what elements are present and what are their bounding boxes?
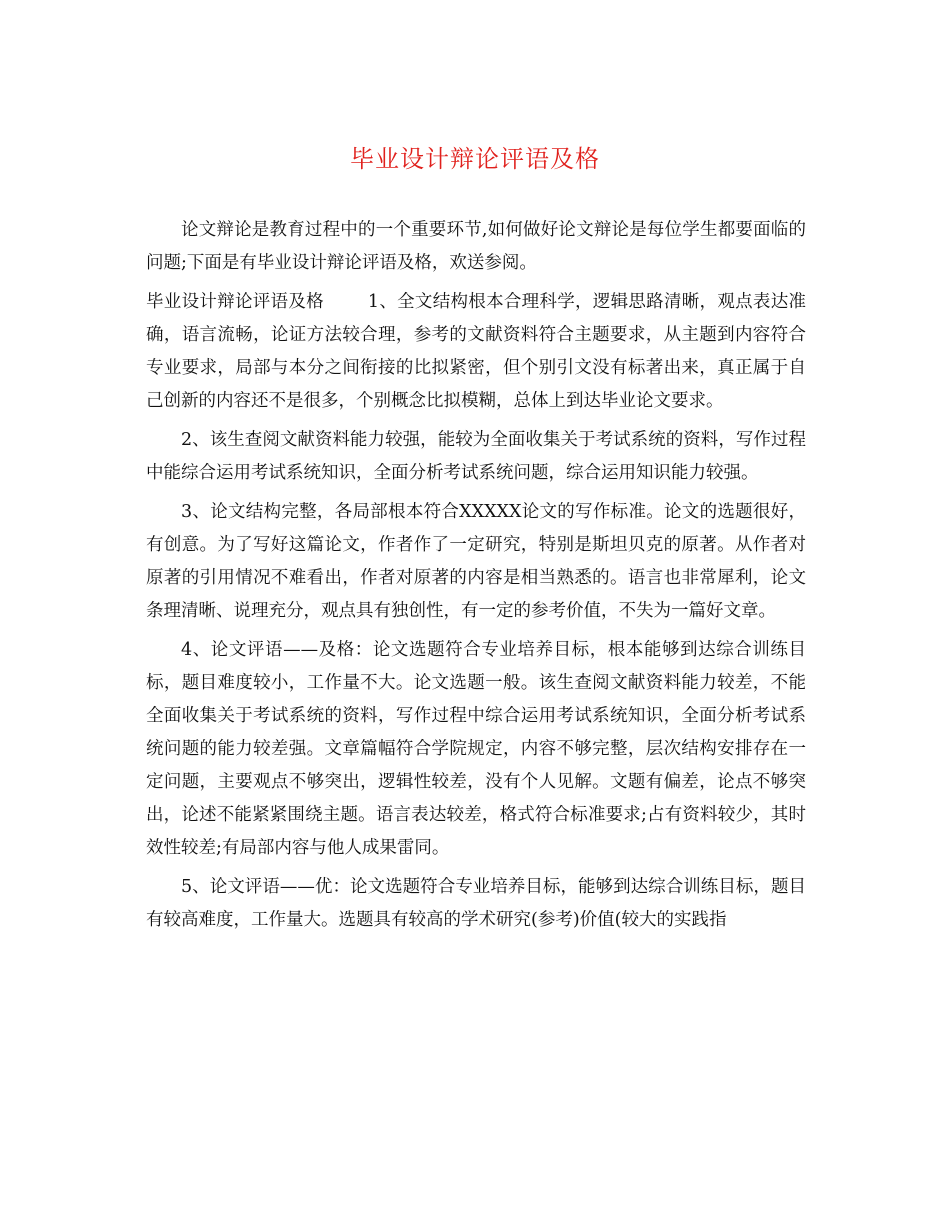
comment-paragraph-5: 5、论文评语——优：论文选题符合专业培养目标，能够到达综合训练目标，题目有较高难度，工作量大。选题具有较高的学术研究(参考)价值(较大的实践指 [146,877,806,930]
comment-paragraph-3: 3、论文结构完整，各局部根本符合XXXXX论文的写作标准。论文的选题很好，有创意。为了写好这篇论文，作者作了一定研究，特别是斯坦贝克的原著。从作者对原著的引用情况不难看出，作者对原著的内容是相当熟悉的。语言也非常犀利，论文条理清晰、说理充分，观点具有独创性，有一定的参考价值，不失为一篇好文章。 [146,502,806,621]
document-title: 毕业设计辩论评语及格 [350,145,600,173]
comment-paragraph-2: 2、该生查阅文献资料能力较强，能较为全面收集关于考试系统的资料，写作过程中能综合运用考试系统知识，全面分析考试系统问题，综合运用知识能力较强。 [146,430,806,483]
document-body [146,214,806,943]
comment-paragraph-1 [146,286,806,418]
comment-text-1: 1、全文结构根本合理科学，逻辑思路清晰，观点表达准确，语言流畅，论证方法较合理，参考的文献资料符合主题要求，从主题到内容符合专业要求，局部与本分之间衔接的比拟紧密，但个别引文没有标著出来，真正属于自己创新的内容还不是很多，个别概念比拟模糊，总体上到达毕业论文要求。 [146,292,806,411]
intro-paragraph: 论文辩论是教育过程中的一个重要环节,如何做好论文辩论是每位学生都要面临的问题;下面是有毕业设计辩论评语及格，欢送参阅。 [146,220,806,273]
comment-paragraph-4: 4、论文评语——及格：论文选题符合专业培养目标，根本能够到达综合训练目标，题目难度较小，工作量不大。论文选题一般。该生查阅文献资料能力较差，不能全面收集关于考试系统的资料，写作过程中综合运用考试系统知识，全面分析考试系统问题的能力较差强。文章篇幅符合学院规定，内容不够完整，层次结构安排存在一定问题，主要观点不够突出，逻辑性较差，没有个人见解。文题有偏差，论点不够突出，论述不能紧紧围绕主题。语言表达较差，格式符合标准要求;占有资料较少，其时效性较差;有局部内容与他人成果雷同。 [146,640,806,858]
section-label: 毕业设计辩论评语及格 [146,292,324,312]
